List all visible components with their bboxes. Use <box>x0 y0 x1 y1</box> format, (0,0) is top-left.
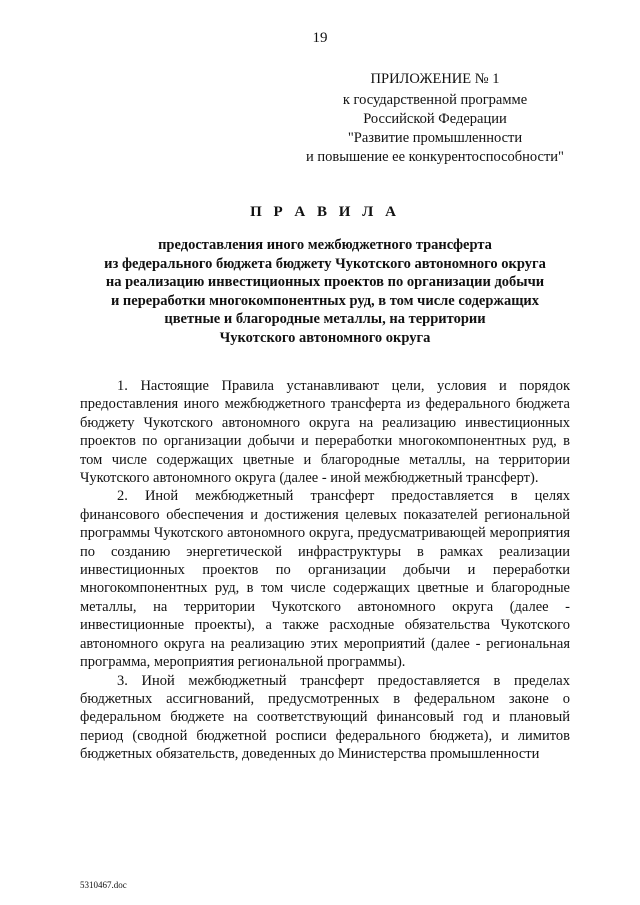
subheading-line: цветные и благородные металлы, на территории <box>164 311 486 327</box>
paragraph-3: 3. Иной межбюджетный трансферт предоставляется в пределах бюджетных ассигнований, предусмотренных в федеральном законе о федеральном бюджете на соответствующий финансовый год и плановый период (сводной бюджетной росписи федерального бюджета), и лимитов бюджетных обязательств, доведенных до Министерства промышленности <box>80 672 570 763</box>
subheading-line: и переработки многокомпонентных руд, в том числе содержащих <box>110 292 540 309</box>
appendix-line: и повышение ее конкурентоспособности" <box>306 149 564 165</box>
subheading-line: из федерального бюджета бюджету Чукотского автономного округа <box>104 255 546 272</box>
document-subheading <box>60 236 590 347</box>
document-heading: П Р А В И Л А <box>250 204 400 220</box>
appendix-line: "Развитие промышленности <box>347 130 523 146</box>
subheading-line: на реализацию инвестиционных проектов по организации добычи <box>105 274 545 290</box>
subheading-line: предоставления иного межбюджетного трансферта <box>158 237 492 253</box>
body-text <box>80 377 570 764</box>
paragraph-1: 1. Настоящие Правила устанавливают цели, условия и порядок предоставления иного межбюджетного трансферта из федерального бюджета бюджету Чукотского автономного округа на реализацию инвестиционных проектов по организации добычи и переработки многокомпонентных руд, в том числе содержащих цветные и благородные металлы, на территории Чукотского автономного округа (далее - иной межбюджетный трансферт). <box>80 378 570 487</box>
appendix-line: к государственной программе <box>342 92 528 108</box>
appendix-block <box>270 70 600 167</box>
footer-file-code: 5310467.doc <box>80 880 127 890</box>
page-number: 19 <box>312 30 328 46</box>
appendix-line: Российской Федерации <box>363 111 507 127</box>
appendix-title: ПРИЛОЖЕНИЕ № 1 <box>370 71 500 87</box>
subheading-line: Чукотского автономного округа <box>219 329 431 346</box>
paragraph-2: 2. Иной межбюджетный трансферт предоставляется в целях финансового обеспечения и достижения целевых показателей региональной программы Чукотского автономного округа, предусматривающей мероприятия по созданию энергетической инфраструктуры в рамках реализации инвестиционных проектов по организации добычи и переработки многокомпонентных руд, в том числе содержащих цветные и благородные металлы, на территории Чукотского автономного округа (далее - инвестиционные проекты), а также расходные обязательства Чукотского автономного округа на реализацию этих мероприятий (далее - региональная программа, мероприятия региональной программы). <box>80 488 570 671</box>
